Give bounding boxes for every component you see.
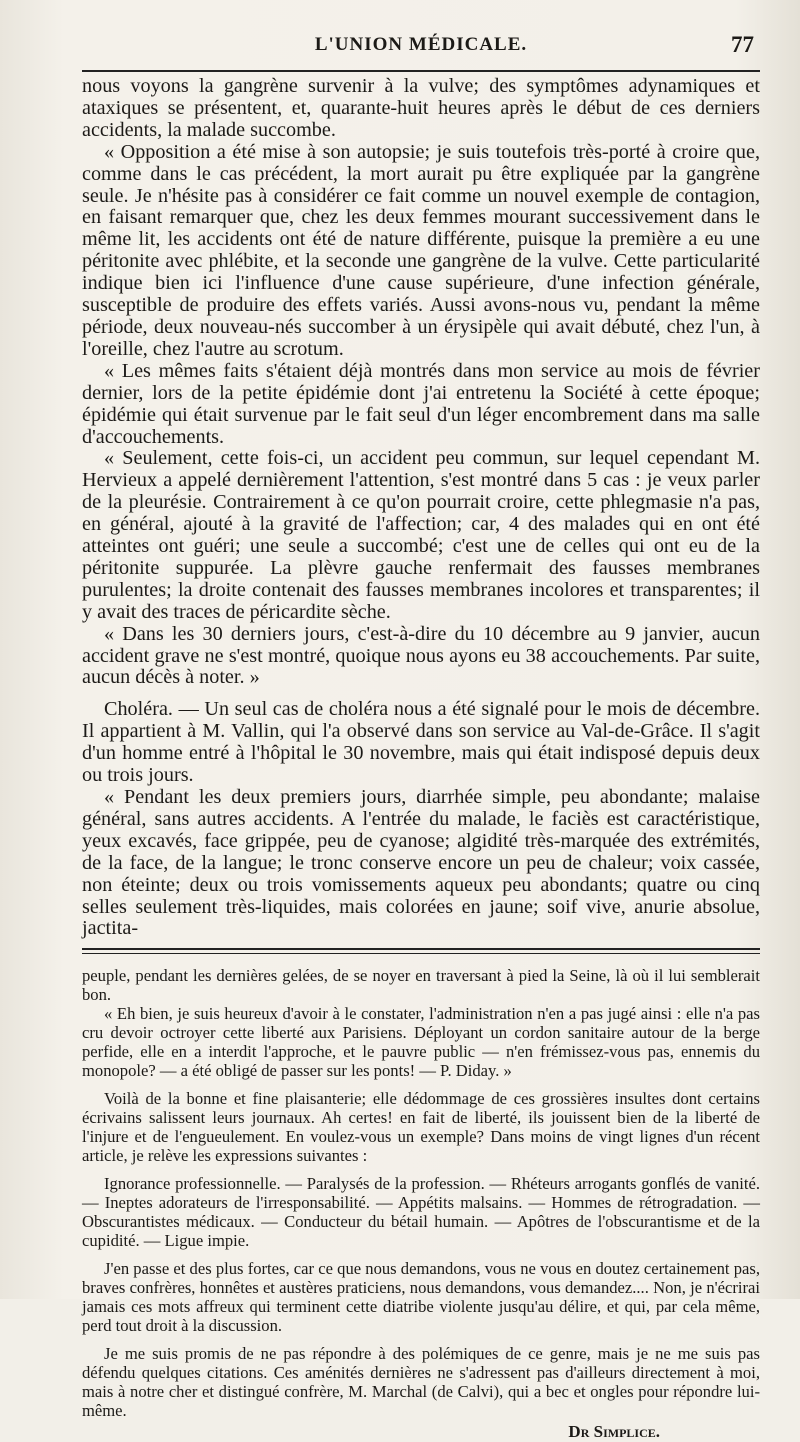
page-number: 77 xyxy=(731,32,754,57)
journal-title: L'UNION MÉDICALE. xyxy=(314,34,528,55)
paragraph: « Opposition a été mise à son autopsie; je suis toutefois très-porté à croire que, comme dans le cas précédent, la mort aurait pu être expliquée par la gangrène seule. Je n'hésite pas à considérer ce fait comme un nouvel exemple de contagion, en faisant remarquer que, chez les deux femmes mourant successivement dans le même lit, les accidents ont été de nature différente, puisque la première a eu une péritonite avec phlébite, et la seconde une gangrène de la vulve. Cette particularité indique bien ici l'influence d'une cause supérieure, d'une infection générale, susceptible de produire des effets variés. Aussi avons-nous vu, pendant la même période, deux nouveau-nés succomber à un érysipèle qui avait débuté, chez l'un, à l'oreille, chez l'autre au scrotum. xyxy=(82,140,760,360)
paragraph: Je me suis promis de ne pas répondre à des polémiques de ce genre, mais je ne me suis pas défendu quelques citations. Ces aménités dernières ne s'adressent pas d'ailleurs directement à moi, mais à notre cher et distingué confrère, M. Marchal (de Calvi), qui a bec et ongles pour répondre lui-même. xyxy=(82,1344,760,1421)
paragraph: J'en passe et des plus fortes, car ce que nous demandons, vous ne vous en doutez certainement pas, braves confrères, honnêtes et austères praticiens, nous demandons, vous demandez.... Non, je n'écrirai jamais ces mots affreux qui terminent cette diatribe violente jusqu'au délire, et qui, par cela même, perd tout droit à la discussion. xyxy=(82,1259,760,1336)
paragraph: Ignorance professionnelle. — Paralysés de la profession. — Rhéteurs arrogants gonflés de vanité. — Ineptes adorateurs de l'irresponsabilité. — Appétits malsains. — Hommes de rétrogradation. — Obscurantistes médicaux. — Conducteur du bétail humain. — Apôtres de l'obscurantisme et de la cupidité. — Ligue impie. xyxy=(82,1174,760,1251)
feuilleton-column xyxy=(82,966,760,1442)
paragraph: « Eh bien, je suis heureux d'avoir à le constater, l'administration n'en a pas jugé ainsi : elle n'a pas cru devoir octroyer cette liberté aux Parisiens. Déployant un cordon sanitaire autour de la berge perfide, elle en a interdit l'approche, et le pauvre public — n'en frémissez-vous pas, ennemis du monopole? — a été obligé de passer sur les ponts! — P. Diday. » xyxy=(82,1004,760,1081)
paragraph: nous voyons la gangrène survenir à la vulve; des symptômes adynamiques et ataxiques se présentent, et, quarante-huit heures après le début de ces derniers accidents, la malade succombe. xyxy=(82,75,760,141)
paragraph: « Seulement, cette fois-ci, un accident peu commun, sur lequel cependant M. Hervieux a appelé dernièrement l'attention, s'est montré dans 5 cas : je veux parler de la pleurésie. Contrairement à ce qu'on pourrait croire, cette phlegmasie n'a pas, en général, ajouté à la gravité de l'affection; car, 4 des malades qui en ont été atteintes ont guéri; une seule a succombé; c'est une de celles qui ont eu de la péritonite suppurée. La plèvre gauche renfermait des fausses membranes purulentes; la droite contenait des fausses membranes incolores et transparentes; il y avait des traces de péricardite sèche. xyxy=(82,447,760,623)
main-column xyxy=(82,76,760,940)
signature: Dr Simplice. xyxy=(568,1422,660,1442)
paragraph: « Les mêmes faits s'étaient déjà montrés dans mon service au mois de février dernier, lors de la petite épidémie dont j'ai entretenu la Société à cette époque; épidémie qui était survenue par le fait seul d'un léger encombrement dans ma salle d'accouchements. xyxy=(82,359,760,448)
cholera-paragraph: Choléra. — Un seul cas de choléra nous a été signalé pour le mois de décembre. Il appartient à M. Vallin, qui l'a observé dans son service au Val-de-Grâce. Il s'agit d'un homme entré à l'hôpital le 30 novembre, mais qui était indisposé depuis deux ou trois jours. xyxy=(82,698,760,787)
header-rule xyxy=(82,70,760,72)
feuilleton-divider xyxy=(82,948,760,954)
paragraph: « Dans les 30 derniers jours, c'est-à-dire du 10 décembre au 9 janvier, aucun accident grave ne s'est montré, quoique nous ayons eu 38 accouchements. Par suite, aucun décès à noter. » xyxy=(82,622,760,689)
page-header xyxy=(82,30,760,64)
paragraph: « Pendant les deux premiers jours, diarrhée simple, peu abondante; malaise général, sans autres accidents. A l'entrée du malade, le faciès est caractéristique, yeux excavés, face grippée, peu de cyanose; algidité très-marquée des extrémités, de la face, de la langue; le tronc conserve encore un peu de chaleur; voix cassée, non éteinte; deux ou trois vomissements aqueux peu abondants; quatre ou cinq selles seulement très-liquides, mais colorées en jaune; soif vive, anurie absolue, jactita- xyxy=(82,786,760,940)
paragraph: Voilà de la bonne et fine plaisanterie; elle dédommage de ces grossières insultes dont certains écrivains salissent leurs journaux. Ah certes! en fait de liberté, ils jouissent bien de la liberté de l'injure et de l'engueulement. En voulez-vous un exemple? Dans moins de vingt lignes d'un récent article, je relève les expressions suivantes : xyxy=(82,1089,760,1166)
paragraph: peuple, pendant les dernières gelées, de se noyer en traversant à pied la Seine, là où il lui semblerait bon. xyxy=(82,966,760,1005)
